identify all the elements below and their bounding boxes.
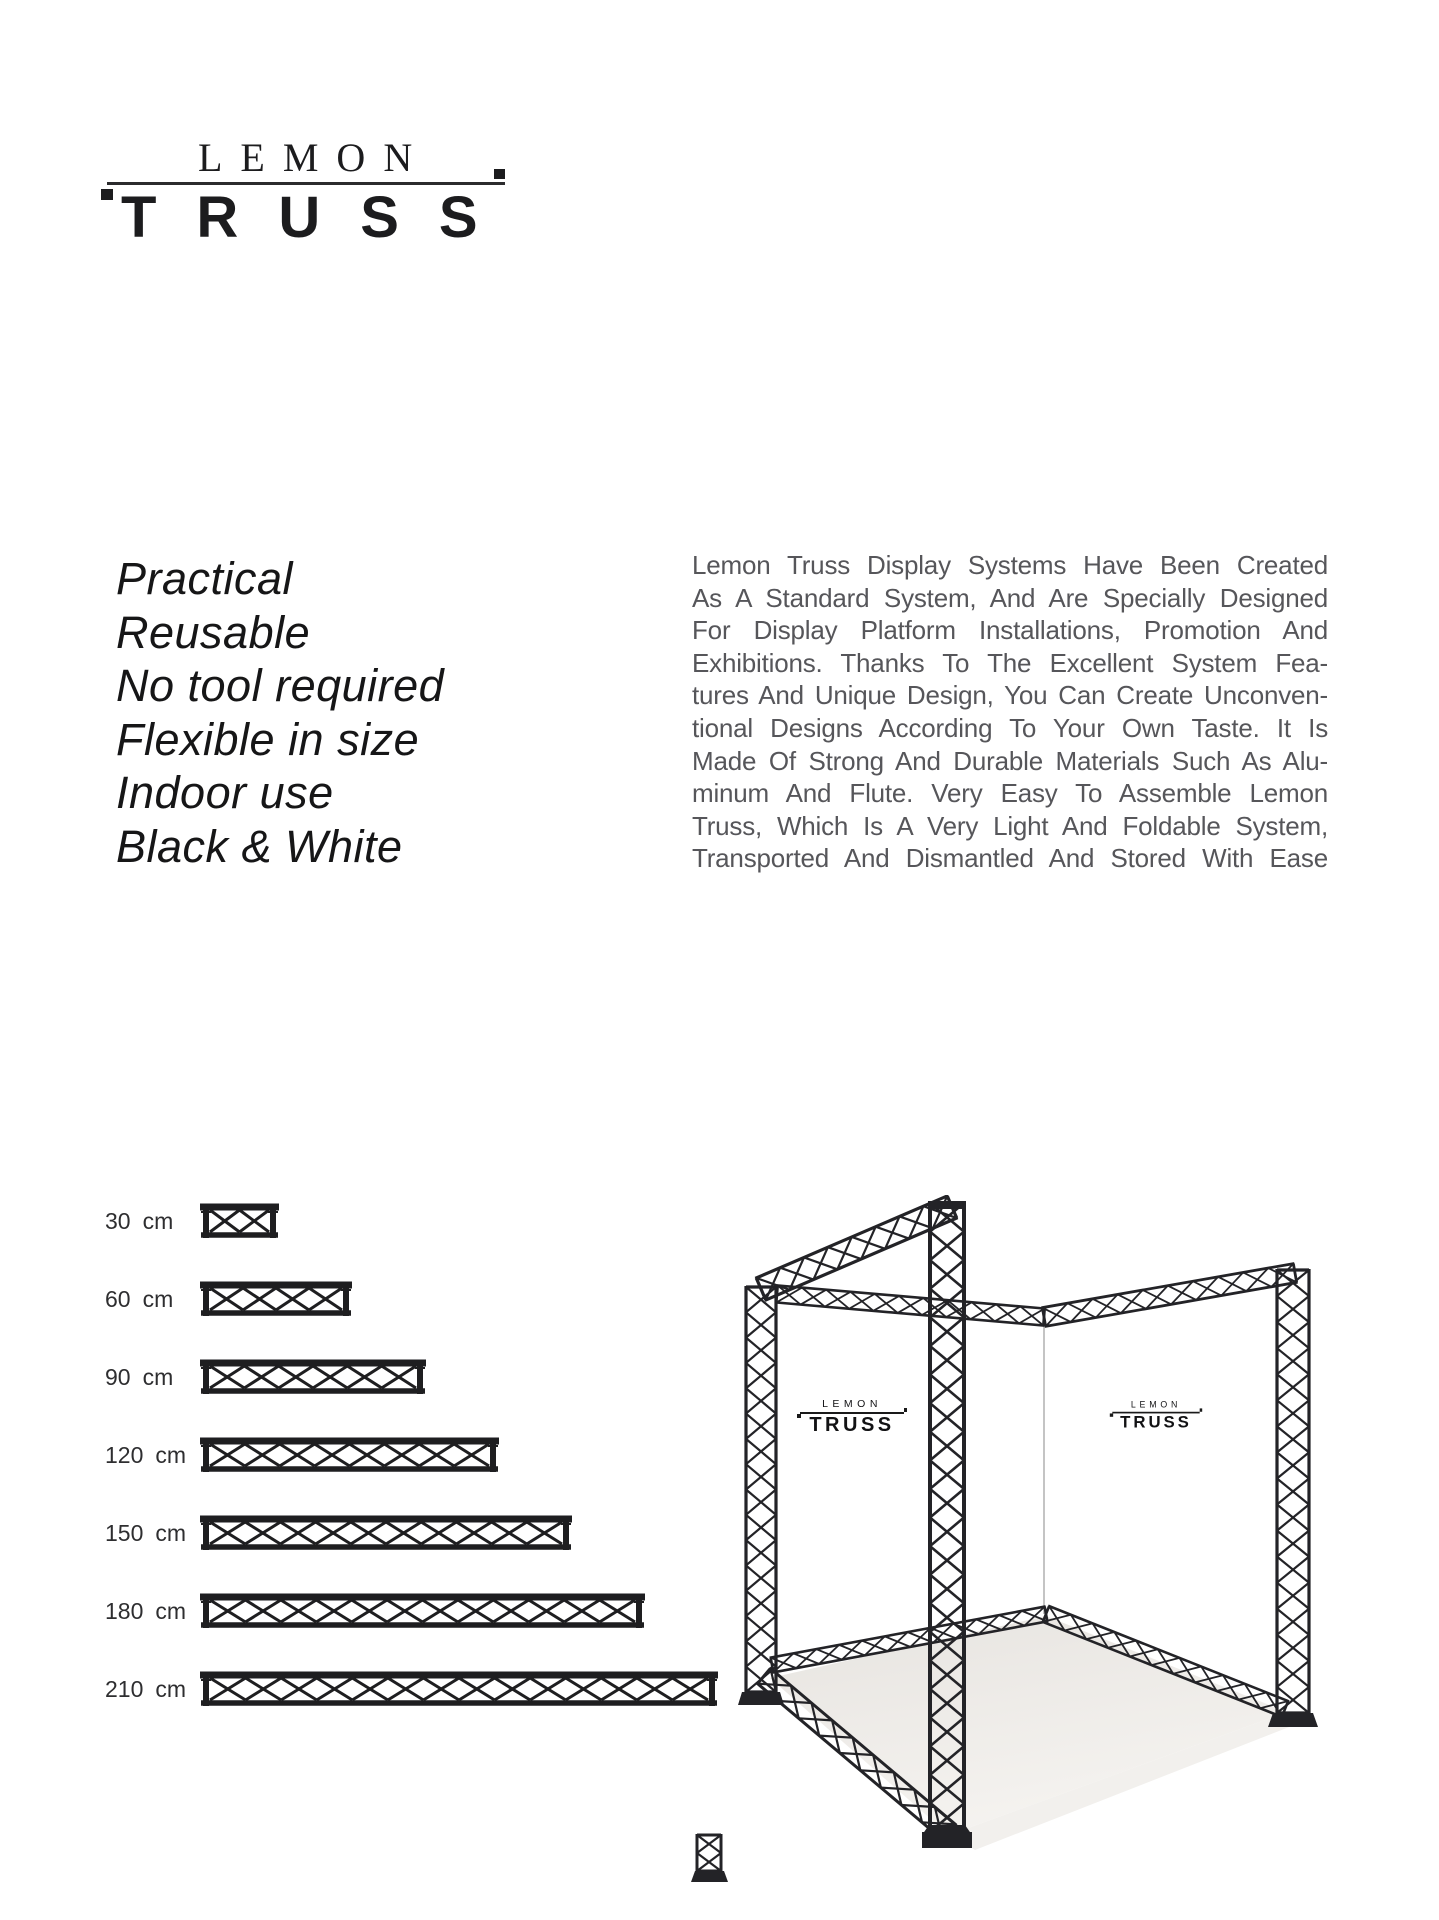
paragraph-line: Lemon Truss Display Systems Have Been Created xyxy=(692,550,1328,580)
size-label: 60 cm xyxy=(105,1286,174,1312)
feature-item: Reusable xyxy=(116,606,311,658)
size-label: 150 cm xyxy=(105,1520,187,1546)
paragraph-line: As A Standard System, And Are Specially Designed xyxy=(692,582,1328,613)
panel-logo-right xyxy=(1112,1400,1199,1432)
size-label: 120 cm xyxy=(105,1442,187,1468)
truss-bar-180cm xyxy=(199,1592,646,1630)
booth-render xyxy=(690,1195,1400,1895)
feature-item: Flexible in size xyxy=(116,713,420,765)
truss-bar-120cm xyxy=(199,1436,500,1474)
logo-truss-text: TRUSS xyxy=(121,185,518,250)
booth-illustration xyxy=(690,1195,1400,1895)
lemon-truss-logo xyxy=(0,0,560,260)
panel-logo-left xyxy=(800,1398,904,1436)
feature-item: Practical xyxy=(116,553,294,604)
panel-logo-lemon-text: LEMON xyxy=(1130,1400,1182,1411)
panel-logo-rule xyxy=(1112,1412,1199,1413)
size-label: 30 cm xyxy=(105,1208,174,1234)
truss-bar-90cm xyxy=(199,1358,427,1396)
paragraph-line: For Display Platform Installations, Promotion And xyxy=(692,615,1328,646)
feature-item: Black & White xyxy=(116,820,403,872)
feature-list xyxy=(116,552,444,873)
logo-lemon-text: LEMON xyxy=(198,135,431,180)
panel-logo-truss-text: TRUSS xyxy=(809,1413,895,1436)
intro-paragraph xyxy=(692,549,1328,875)
truss-bar-150cm xyxy=(199,1514,573,1552)
size-label: 180 cm xyxy=(105,1598,187,1624)
panel-logo-rule xyxy=(800,1412,904,1414)
panel-logo-lemon-text: LEMON xyxy=(822,1398,882,1410)
paragraph-line: Exhibitions. Thanks To The Excellent System Fea- xyxy=(692,647,1328,678)
paragraph-line: minum And Flute. Very Easy To Assemble Lemon xyxy=(692,778,1328,809)
panel-logo-truss-text: TRUSS xyxy=(1120,1413,1192,1432)
paragraph-line: Made Of Strong And Durable Materials Such As Alu- xyxy=(692,745,1328,776)
truss-bar-210cm xyxy=(199,1670,719,1708)
truss-bar-30cm xyxy=(199,1202,280,1240)
logo-tick-right xyxy=(494,169,505,179)
paragraph-line: tional Designs According To Your Own Taste. It Is xyxy=(692,712,1328,743)
paragraph-line: tures And Unique Design, You Can Create Unconven- xyxy=(692,680,1328,711)
truss-bar-60cm xyxy=(199,1280,353,1318)
feature-item: Indoor use xyxy=(116,767,334,818)
paragraph-line: Transported And Dismantled And Stored With Ease xyxy=(692,843,1328,874)
paragraph-line: Truss, Which Is A Very Light And Foldable System, xyxy=(692,810,1328,841)
size-label: 210 cm xyxy=(105,1676,187,1702)
feature-item: No tool required xyxy=(116,660,445,711)
size-label: 90 cm xyxy=(105,1364,174,1390)
logo-tick-left xyxy=(101,189,113,200)
